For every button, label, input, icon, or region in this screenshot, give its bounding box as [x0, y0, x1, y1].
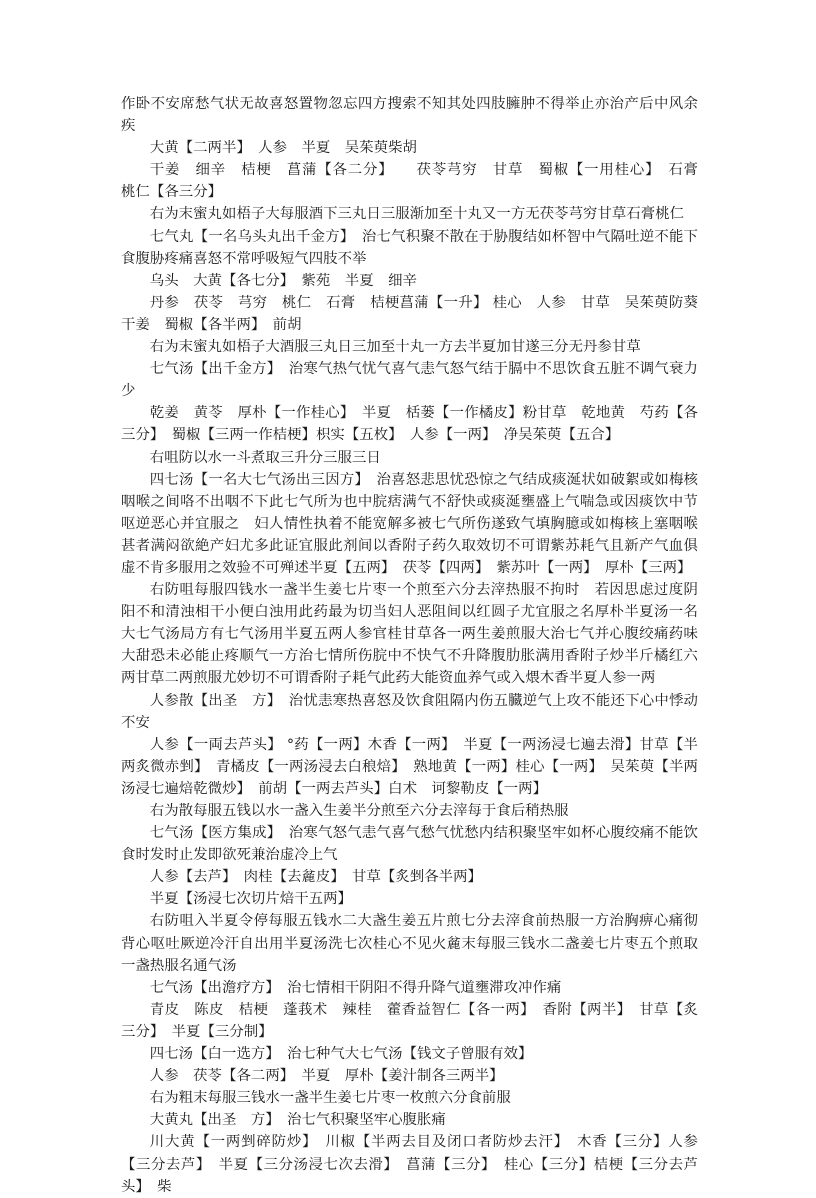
preparation-line: 右防咀入半夏令停每服五钱水二大盏生姜五片煎七分去滓食前热服一方治胸痹心痛彻背心呕吐厥逆冷汗自出用半夏汤洗七次桂心不见火麄末每服三钱水二盏姜七片枣五个煎取一盏热服名通气汤 [121, 913, 698, 974]
preparation-line: 右为散每服五钱以水一盏入生姜半分煎至六分去滓每于食后稍热服 [149, 803, 569, 819]
preparation-line: 右防咀每服四钱水一盏半生姜七片枣一个煎至六分去滓热服不拘时 若因思虑过度阴阳不和清浊相干小便白浊用此药最为切当妇人恶阻间以红圆子尤宜服之名厚朴半夏汤一名大七气汤局方有七气汤用半夏五两人参官桂甘草各一两生姜煎服大治七气并心腹绞痛药味大甜恐未必能止疼顺气一方治七情所伤脘中不快气不升降腹肋胀满用香附子炒半斤橘红六两甘草二两煎服尤妙切不可谓香附子耗气此药大能资血养气或入煨木香半夏人参一两 [121, 582, 698, 687]
ingredient-line: 青皮 陈皮 桔梗 蓬莪术 辣桂 藿香益智仁【各一两】 香附【两半】 甘草【炙三分】 半夏【三分制】 [121, 1001, 698, 1040]
formula-heading: 七气汤【出澹疗方】 治七情相干阴阳不得升降气道壅滞攻冲作痛 [149, 979, 562, 996]
ingredient-line: 川大黄【一两剉碎防炒】 川椒【半两去目及闭口者防炒去汗】 木香【三分】人参【三分去芦】 半夏【三分汤浸七次去滑】 菖蒲【三分】 桂心【三分】桔梗【三分去芦头】 柴 [121, 1134, 698, 1195]
document-page [121, 93, 713, 1198]
ingredient-line: 干姜 细辛 桔梗 菖蒲【各二分】 茯苓芎穷 甘草 蜀椒【一用桂心】 石膏 桃仁【各三分】 [121, 162, 713, 201]
preparation-line: 右为粗末每服三钱水一盏半生姜七片枣一枚煎六分食前服 [149, 1090, 511, 1107]
formula-heading: 四七汤【白一选方】 治七种气大七气汤【钱文子曾服有效】 [149, 1046, 533, 1063]
ingredient-line: 大黄【二两半】 人参 半夏 吴茱萸柴胡 [149, 140, 417, 157]
ingredient-line: 人参【去芦】 肉桂【去麄皮】 甘草【炙剉各半两】 [149, 869, 482, 886]
formula-heading: 七气丸【一名乌头丸出千金方】 治七气积聚不散在于胁腹结如杯智中气隔吐逆不能下食腹胁疼痛喜怒不常呼吸短气四肢不举 [121, 228, 698, 267]
text-line: 作卧不安席愁气状无故喜怒置物忽忘四方搜索不知其处四肢臃肿不得举止亦治产后中风余疾 [121, 96, 698, 135]
ingredient-line: 半夏【汤浸七次切片焙干五两】 [149, 891, 352, 908]
preparation-line: 右为末蜜丸如梧子大酒服三丸日三加至十丸一方去半夏加甘遂三分无丹参甘草 [149, 339, 641, 356]
ingredient-line: 乌头 大黄【各七分】 紫苑 半夏 细辛 [149, 272, 417, 289]
preparation-line: 右为末蜜丸如梧子大每服酒下三丸日三服渐加至十丸又一方无茯苓芎穷甘草石膏桃仁 [149, 206, 685, 223]
formula-heading: 四七汤【一名大七气汤出三因方】 治喜怒悲思忧恐惊之气结成痰涎状如破絮或如梅核咽喉之间咯不出咽不下此七气所为也中脘痞满气不舒快或痰涎壅盛上气喘急或因痰饮中节呕逆恶心并宜服之 妇人情性执着不能宽解多被七气所伤遂致气填胸臆或如梅核上塞咽喉甚者满闷欲絶产妇尤多此证宜服此剂间以香附子药久取效切不可谓紫苏耗气且新产气血俱虚不肯多服用之效验不可殚述半夏【五两】 茯苓【四两】 紫苏叶【一两】 厚朴【三两】 [121, 471, 698, 576]
preparation-line: 右咀防以水一斗煮取三升分三服三日 [149, 449, 381, 466]
ingredient-line: 人参【一両去芦头】 °药【一两】木香【一两】 半夏【一两汤浸七遍去滑】甘草【半两炙微赤剉】 青橘皮【一两汤浸去白稂焙】 熟地黄【一两】桂心【一两】 吴茱萸【半两汤浸七遍焙乾微炒】 前胡【一两去芦头】白术 诃黎勒皮【一两】 [121, 736, 698, 797]
ingredient-line: 丹参 茯苓 芎穷 桃仁 石膏 桔梗菖蒲【一升】 桂心 人参 甘草 吴茱萸防葵 干姜 蜀椒【各半两】 前胡 [121, 294, 713, 333]
formula-heading: 七气汤【出千金方】 治寒气热气忧气喜气恚气怒气结于膈中不思饮食五脏不调气衰力少 [121, 361, 698, 400]
ingredient-line: 人参 茯苓【各二两】 半夏 厚朴【姜汁制各三两半】 [149, 1068, 504, 1085]
ingredient-line: 乾姜 黄苓 厚朴【一作桂心】 半夏 栝蒌【一作橘皮】粉甘草 乾地黄 芍药【各三分】 蜀椒【三两一作桔梗】枳实【五枚】 人参【一两】 净吴茱萸【五合】 [121, 405, 698, 444]
formula-heading: 七气汤【医方集成】 治寒气怒气恚气喜气愁气忧愁内结积聚坚牢如杯心腹绞痛不能饮食时发时止发即欲死兼治虚冷上气 [121, 825, 698, 864]
formula-heading: 人参散【出圣 方】 治忧恚寒热喜怒及饮食阻隔内伤五臓逆气上攻不能还下心中悸动不安 [121, 692, 698, 731]
formula-heading: 大黄丸【出圣 方】 治七气积聚坚牢心腹胀痛 [149, 1112, 446, 1129]
